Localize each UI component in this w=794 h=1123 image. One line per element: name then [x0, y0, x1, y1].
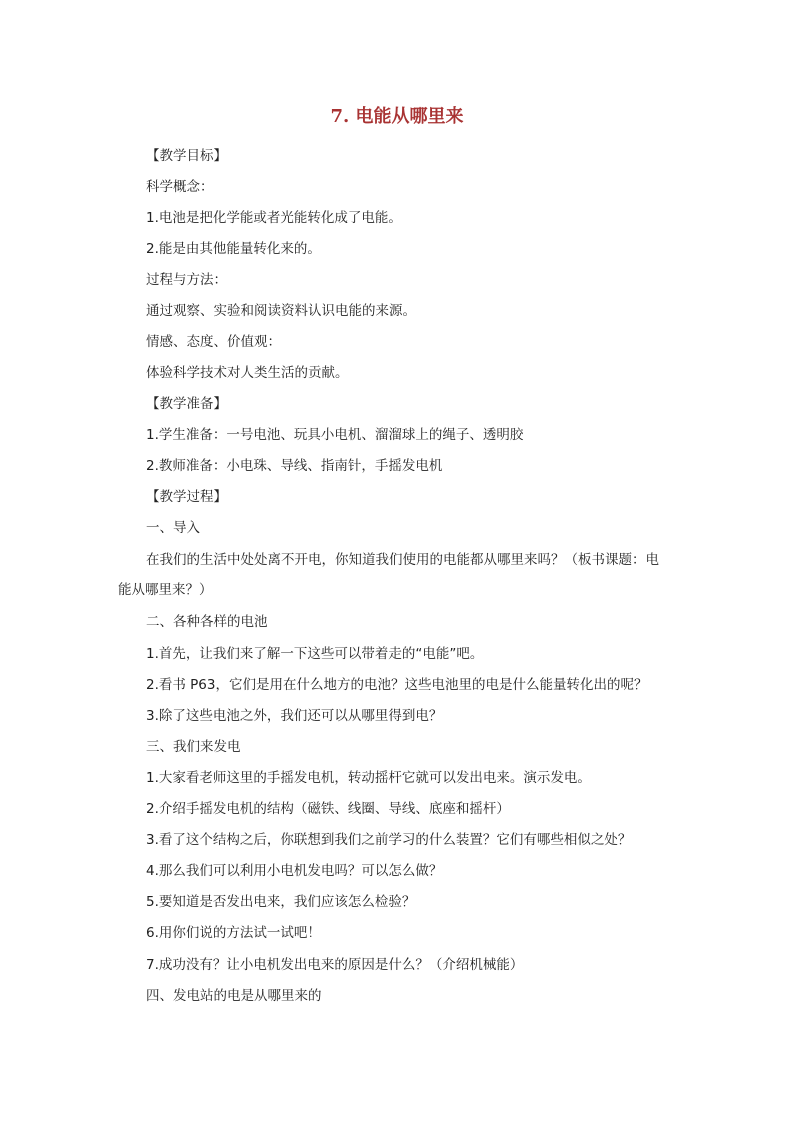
text-line: 二、各种各样的电池 [146, 614, 268, 630]
section-heading-preparation: 【教学准备】 [146, 396, 227, 412]
text-line: 4.那么我们可以利用小电机发电吗？可以怎么做？ [146, 863, 443, 879]
text-line: 1.学生准备：一号电池、玩具小电机、溜溜球上的绳子、透明胶 [146, 427, 524, 443]
text-line: 3.看了这个结构之后，你联想到我们之前学习的什么装置？它们有哪些相似之处？ [146, 832, 632, 848]
paragraph-line-continued: 能从哪里来？） [118, 582, 213, 598]
text-line: 3.除了这些电池之外，我们还可以从哪里得到电？ [146, 708, 443, 724]
text-line: 5.要知道是否发出电来，我们应该怎么检验？ [146, 894, 416, 910]
section-heading-objectives: 【教学目标】 [146, 148, 227, 164]
text-line: 四、发电站的电是从哪里来的 [146, 988, 322, 1004]
text-line: 三、我们来发电 [146, 739, 241, 755]
text-line: 体验科学技术对人类生活的贡献。 [146, 365, 349, 381]
text-line: 科学概念： [146, 179, 214, 195]
section-heading-process: 【教学过程】 [146, 489, 227, 505]
text-line: 1.电池是把化学能或者光能转化成了电能。 [146, 210, 402, 226]
text-line: 7.成功没有？让小电机发出电来的原因是什么？（介绍机械能） [146, 957, 524, 973]
text-line: 1.首先，让我们来了解一下这些可以带着走的“电能”吧。 [146, 646, 484, 662]
text-line: 情感、态度、价值观： [146, 334, 281, 350]
text-line: 过程与方法： [146, 272, 227, 288]
text-line: 通过观察、实验和阅读资料认识电能的来源。 [146, 303, 416, 319]
text-line: 一、导入 [146, 520, 200, 536]
text-line: 1.大家看老师这里的手摇发电机，转动摇杆它就可以发出电来。演示发电。 [146, 770, 591, 786]
page-title: 7. 电能从哪里来 [330, 106, 464, 127]
text-line: 2.教师准备：小电珠、导线、指南针，手摇发电机 [146, 458, 443, 474]
text-line: 2.介绍手摇发电机的结构（磁铁、线圈、导线、底座和摇杆） [146, 801, 510, 817]
text-line: 6.用你们说的方法试一试吧！ [146, 925, 321, 941]
text-line: 2.能是由其他能量转化来的。 [146, 241, 321, 257]
paragraph-line: 在我们的生活中处处离不开电，你知道我们使用的电能都从哪里来吗？（板书课题：电 [146, 552, 659, 568]
text-line: 2.看书 P63，它们是用在什么地方的电池？这些电池里的电是什么能量转化出的呢？ [146, 677, 648, 693]
